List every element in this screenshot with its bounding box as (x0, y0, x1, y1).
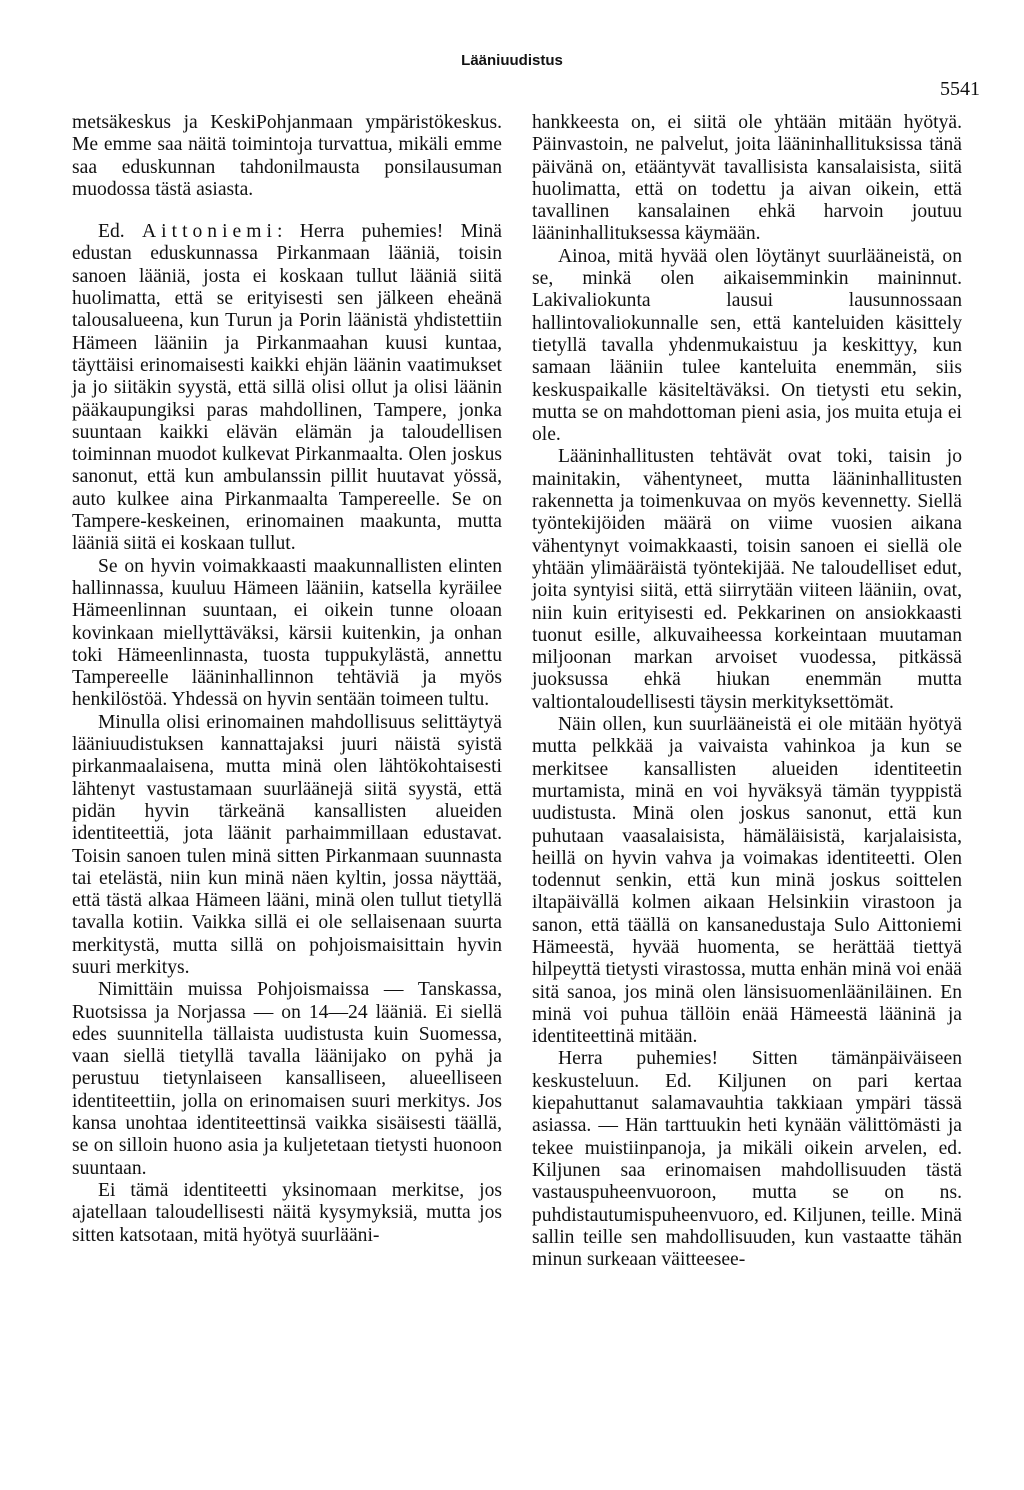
speech-opening-paragraph (72, 221, 502, 555)
paragraph: Nimittäin muissa Pohjoismaissa — Tanskassa, Ruotsissa ja Norjassa — on 14—24 lääniä. Ei siellä edes suunnitella tällaista uudistusta kuin Suomessa, vaan siellä tietyllä tavalla läänijako on pyhä ja perustuu tietynlaiseen kansalliseen, alueelliseen identiteettiin, jolla on erinomaisen suuri merkitys. Jos kansa unohtaa identiteettinsä vaikka sisäisesti täällä, se on silloin huono asia ja kuljetetaan tietysti huonoon suuntaan. (72, 979, 502, 1179)
paragraph: Ei tämä identiteetti yksinomaan merkitse, jos ajatellaan taloudellisesti näitä kysymyksiä, mutta jos sitten katsotaan, mitä hyötyä suurlääni- (72, 1179, 502, 1246)
paragraph: Minulla olisi erinomainen mahdollisuus selittäytyä lääniuudistuksen kannattajaksi juuri näistä syistä pirkanmaalaisena, mutta minä olen lähtökohtaisesti lähtenyt vastustamaan suurläänejä siitä syystä, että pidän hyvin tärkeänä kansallisten alueiden identiteettiä, jota läänit parhaimmillaan edustavat. Toisin sanoen tulen minä sitten Pirkanmaan suunnasta tai etelästä, niin kun minä näen kyltin, jossa näyttää, että tästä alkaa Hämeen lääni, minä olen tullut tietyllä tavalla kotiin. Vaikka sillä ei ole sellaisenaan suurta merkitystä, mutta sillä on pohjoismaisittain hyvin suuri merkitys. (72, 711, 502, 978)
speaker-name: Aittoniemi (142, 221, 277, 243)
paragraph: Lääninhallitusten tehtävät ovat toki, taisin jo mainitakin, vähentyneet, mutta lääninhallitusten rakennetta ja toimenkuvaa on myös kevennetty. Siellä työntekijöiden määrä on viime vuosien aikana vähentynyt voimakkaasti, toisin sanoen ei siellä ole yhtään ylimääräistä työntekijää. Ne taloudelliset edut, joita syntyisi siitä, että siirrytään viiteen lääniin, ovat, niin kuin erityisesti ed. Pekkarinen on ansiokkaasti tuonut esille, alkuvaiheessa korkeintaan muutaman miljoonan markan arvoiset vuodessa, pitkässä juoksussa ehkä hiukan enemmän mutta valtiontaloudellisesti täysin merkityksettömät. (532, 446, 962, 713)
speech-text: : Herra puhemies! Minä edustan eduskunnassa Pirkanmaan lääniä, toisin sanoen lääniä, josta ei koskaan tullut lääniä siitä huolimatta, että se erityisesti sen jälkeen eheänä talousalueena, kun Turun ja Porin läänistä yhdistettiin Hämeen lääniin ja Pirkanmaahan kuusi kuntaa, täyttäisi erinomaisesti kaikki ehjän läänin vaatimukset ja jo siitäkin syystä, että sillä olisi ollut ja olisi läänin pääkaupungiksi paras mahdollinen, Tampere, jonka suuntaan kaikki elävän elämän ja taloudellisen toiminnan muodot kulkevat Pirkanmaalta. Olen joskus sanonut, että kun ambulanssin pillit huutavat yössä, auto kulkee aina Pirkanmaalta Tampereelle. Se on Tampere-keskeinen, erinomainen maakunta, mutta lääniä siitä ei koskaan tullut. (72, 221, 502, 555)
right-column (532, 112, 962, 1271)
paragraph: hankkeesta on, ei siitä ole yhtään mitään hyötyä. Päinvastoin, ne palvelut, joita lääninhallituksissa tänä päivänä on, etääntyvät tavallisista kansalaisista, siitä huolimatta, että on todettu ja aivan oikein, että tavallinen kansalainen ehkä harvoin joutuu lääninhallituksessa käymään. (532, 112, 962, 245)
paragraph: Näin ollen, kun suurlääneistä ei ole mitään hyötyä mutta pelkkää ja vaivaista vahinkoa ja kun se merkitsee kansallisten alueiden identiteetin murtamista, minä en voi hyväksyä tämän tyyppistä uudistusta. Minä olen joskus sanonut, että kun puhutaan vaasalaisista, hämäläisistä, karjalaisista, heillä on hyvin vahva ja voimakas identiteetti. Olen todennut senkin, että kun minä joskus soittelen iltapäivällä kolmen aikaan Helsinkiin virastoon ja sanon, että täällä on kansanedustaja Sulo Aittoniemi Hämeestä, hyvää huomenta, se herättää tiettyä hilpeyttä tietysti virastossa, mutta enhän minä voi enää sitä sanoa, jos minä olen länsisuomenlääniläinen. En minä voi puhua tällöin enää Hämeestä lääninä ja identiteettinä mitään. (532, 714, 962, 1048)
paragraph: Ainoa, mitä hyvää olen löytänyt suurlääneistä, on se, minkä olen aikaisemminkin maininnut. Lakivaliokunta lausui lausunnossaan hallintovaliokunnalle sen, että kanteluiden käsittely tietyllä tavalla yhdenmukaistuu ja keskittyy, kun samaan lääniin tulee kanteluita enemmän, siis keskuspaikalle käsiteltäväksi. On tietysti etu sekin, mutta se on mahdottoman pieni asia, jos muita etuja ei ole. (532, 245, 962, 446)
paragraph: Herra puhemies! Sitten tämänpäiväiseen keskusteluun. Ed. Kiljunen on pari kertaa kiepahuttanut salamavauhtia takkiaan ympäri tässä asiassa. — Hän tarttuukin heti kynään välittömästi ja tekee muistiinpanoja, ja mikäli oikein arvelen, ed. Kiljunen saa erinomaisen mahdollisuuden tästä vastauspuheenvuoroon, mutta se on ns. puhdistautumispuheenvuoro, ed. Kiljunen, teille. Minä sallin teille sen mahdollisuuden, kun vastaatte tähän minun surkeaan väitteesee- (532, 1048, 962, 1271)
paragraph: Se on hyvin voimakkaasti maakunnallisten elinten hallinnassa, kuuluu Hämeen lääniin, katsella kyräilee Hämeenlinnan suuntaan, ei oikein tunne oloaan kovinkaan miellyttäväksi, kärsii kuitenkin, ja onhan toki Hämeenlinnasta, tuosta tuppukylästä, annettu Tampereelle lääninhallinnon tehtäviä ja myös henkilöstöä. Yhdessä on hyvin sentään toimeen tultu. (72, 555, 502, 711)
paragraph: metsäkeskus ja KeskiPohjanmaan ympäristökeskus. Me emme saa näitä toimintoja turvattua, mikäli emme saa eduskunnan tahdonilmausta ponsilausuman muodossa tästä asiasta. (72, 112, 502, 200)
page-number: 5541 (940, 78, 980, 100)
left-column (72, 112, 502, 1247)
speaker-prefix: Ed. (98, 221, 125, 243)
running-header-title: Lääniuudistus (461, 52, 563, 69)
